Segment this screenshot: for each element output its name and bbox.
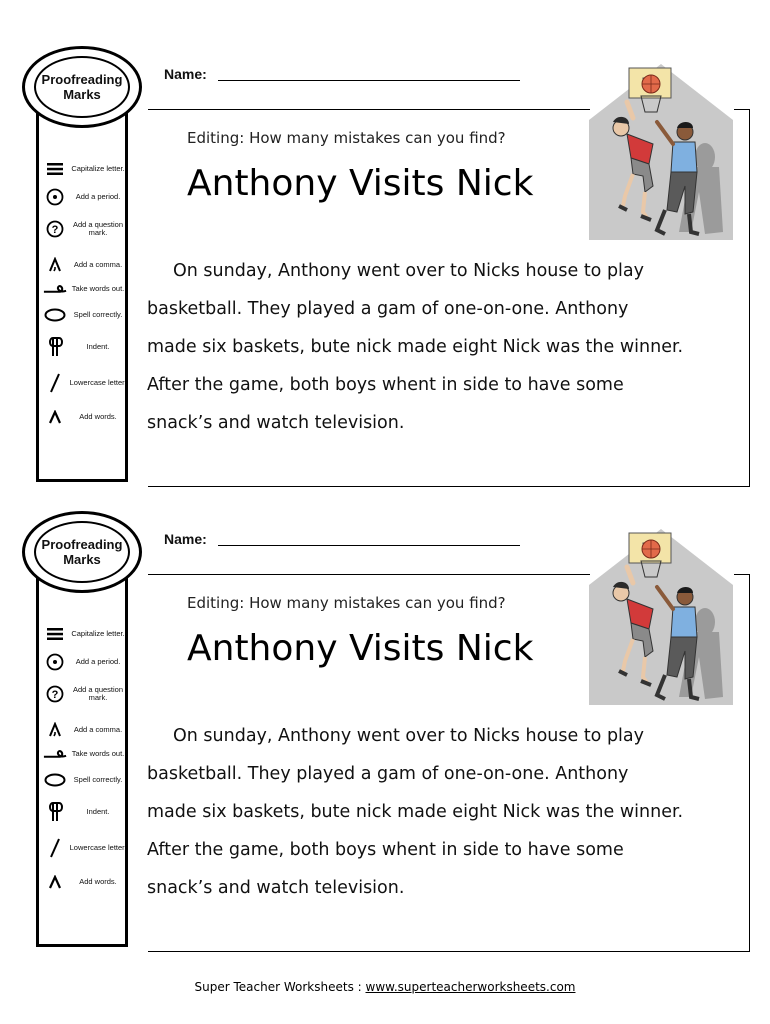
mark-add-words xyxy=(43,406,129,428)
mark-lowercase xyxy=(43,837,129,859)
name-field-line[interactable] xyxy=(218,80,520,81)
period-icon xyxy=(43,186,67,208)
proofreading-marks-badge xyxy=(22,46,142,128)
story-line: snack’s and watch television. xyxy=(147,413,405,433)
story-line: made six baskets, bute nick made eight Nick was the winner. xyxy=(147,802,684,822)
mark-lowercase xyxy=(43,372,129,394)
story-line: After the game, both boys whent in side to have some xyxy=(147,375,624,395)
page-title: Anthony Visits Nick xyxy=(187,628,534,669)
divider xyxy=(749,109,750,487)
story-line: made six baskets, bute nick made eight Nick was the winner. xyxy=(147,337,684,357)
mark-spell xyxy=(43,304,129,326)
divider xyxy=(749,574,750,952)
footer-link[interactable]: www.superteacherworksheets.com xyxy=(365,980,576,994)
mark-capitalize xyxy=(43,623,129,645)
footer-text: Super Teacher Worksheets : xyxy=(194,980,366,994)
mark-spell xyxy=(43,769,129,791)
story-line: basketball. They played a gam of one-on-one. Anthony xyxy=(147,764,629,784)
marks-title: Proofreading xyxy=(41,537,123,552)
story-paragraph xyxy=(147,252,749,442)
story-line: On sunday, Anthony went over to Nicks house to play xyxy=(173,261,644,281)
story-line: basketball. They played a gam of one-on-one. Anthony xyxy=(147,299,629,319)
spell-icon xyxy=(43,769,67,791)
mark-label: Add words. xyxy=(79,412,117,421)
name-label: Name: xyxy=(164,66,207,82)
comma-icon xyxy=(43,254,67,276)
mark-label: Take words out. xyxy=(71,284,125,293)
proofreading-marks-panel xyxy=(36,92,128,482)
divider xyxy=(734,109,750,110)
mark-period xyxy=(43,651,129,673)
lowercase-icon xyxy=(43,837,67,859)
capitalize-icon xyxy=(43,623,67,645)
divider xyxy=(734,574,750,575)
mark-label: Add a comma. xyxy=(73,725,123,734)
mark-add-words xyxy=(43,871,129,893)
mark-delete xyxy=(43,743,129,765)
svg-text:?: ? xyxy=(51,224,59,236)
marks-title: Proofreading xyxy=(41,72,123,87)
lowercase-icon xyxy=(43,372,67,394)
editing-prompt: Editing: How many mistakes can you find? xyxy=(187,594,506,612)
mark-label: Capitalize letter. xyxy=(71,164,125,173)
mark-label: Add a question mark. xyxy=(72,220,124,237)
divider xyxy=(148,951,750,952)
mark-indent xyxy=(43,801,129,823)
mark-comma xyxy=(43,254,129,276)
mark-label: Add a comma. xyxy=(73,260,123,269)
mark-question xyxy=(43,218,129,240)
caret-icon xyxy=(43,406,67,428)
basketball-illustration xyxy=(587,527,735,707)
story-paragraph xyxy=(147,717,749,907)
mark-label: Add a period. xyxy=(75,192,121,201)
mark-question xyxy=(43,683,129,705)
worksheet-bottom xyxy=(0,465,770,929)
indent-icon xyxy=(43,336,67,358)
mark-label: Capitalize letter. xyxy=(71,629,125,638)
question-icon xyxy=(43,218,67,240)
mark-comma xyxy=(43,719,129,741)
capitalize-icon xyxy=(43,158,67,180)
divider xyxy=(148,109,590,110)
marks-subtitle: Marks xyxy=(63,552,101,567)
mark-period xyxy=(43,186,129,208)
comma-icon xyxy=(43,719,67,741)
mark-label: Lowercase letter. xyxy=(69,843,127,852)
worksheet-top xyxy=(0,0,770,464)
divider xyxy=(148,574,590,575)
page-title: Anthony Visits Nick xyxy=(187,163,534,204)
period-icon xyxy=(43,651,67,673)
delete-icon xyxy=(43,743,67,765)
spell-icon xyxy=(43,304,67,326)
footer xyxy=(0,980,770,994)
mark-label: Add a period. xyxy=(75,657,121,666)
mark-label: Indent. xyxy=(86,807,110,816)
mark-label: Add a question mark. xyxy=(72,685,124,702)
editing-prompt: Editing: How many mistakes can you find? xyxy=(187,129,506,147)
basketball-illustration xyxy=(587,62,735,242)
story-line: After the game, both boys whent in side to have some xyxy=(147,840,624,860)
story-line: snack’s and watch television. xyxy=(147,878,405,898)
proofreading-marks-panel xyxy=(36,557,128,947)
proofreading-marks-badge xyxy=(22,511,142,593)
caret-icon xyxy=(43,871,67,893)
mark-delete xyxy=(43,278,129,300)
mark-label: Lowercase letter. xyxy=(69,378,127,387)
name-field-line[interactable] xyxy=(218,545,520,546)
delete-icon xyxy=(43,278,67,300)
mark-label: Indent. xyxy=(86,342,110,351)
name-label: Name: xyxy=(164,531,207,547)
mark-label: Add words. xyxy=(79,877,117,886)
indent-icon xyxy=(43,801,67,823)
mark-label: Spell correctly. xyxy=(73,775,123,784)
story-line: On sunday, Anthony went over to Nicks house to play xyxy=(173,726,644,746)
mark-label: Spell correctly. xyxy=(73,310,123,319)
marks-subtitle: Marks xyxy=(63,87,101,102)
svg-text:?: ? xyxy=(51,689,59,701)
mark-capitalize xyxy=(43,158,129,180)
mark-label: Take words out. xyxy=(71,749,125,758)
mark-indent xyxy=(43,336,129,358)
question-icon xyxy=(43,683,67,705)
